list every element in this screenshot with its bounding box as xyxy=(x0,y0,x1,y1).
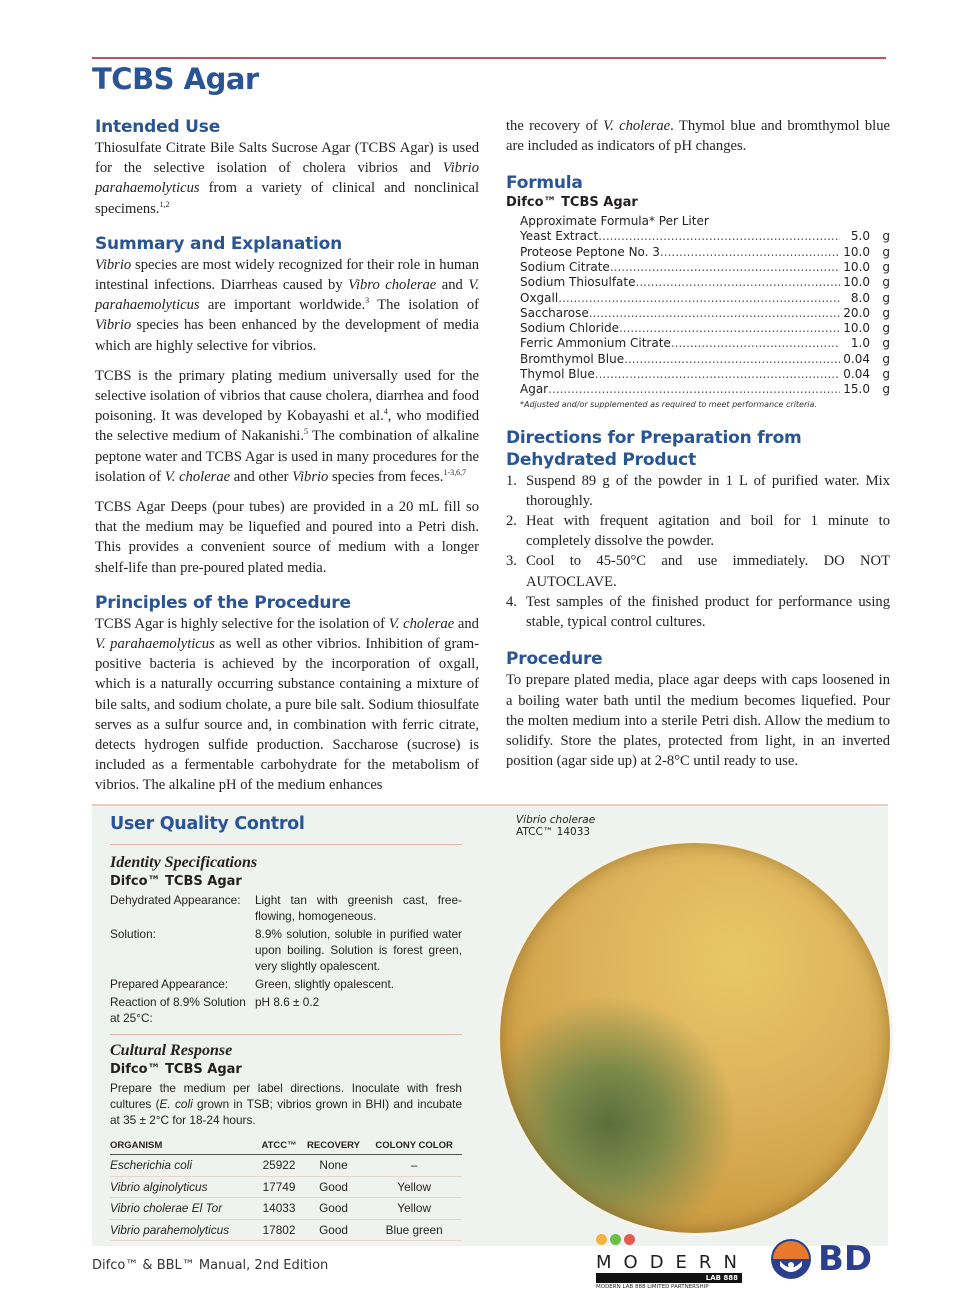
formula-row: Sodium Citrate ..... 10.0 g xyxy=(520,260,890,275)
spec-row: Dehydrated Appearance: Light tan with greenish cast, free-flowing, homogeneous. xyxy=(110,893,462,923)
formula-row: Ferric Ammonium Citrate ..... 1.0 g xyxy=(520,336,890,351)
column-header: COLONY COLOR xyxy=(366,1138,462,1155)
principles-heading: Principles of the Procedure xyxy=(95,592,351,613)
direction-step: 4. Test samples of the finished product for performance using stable, typical control cultures. xyxy=(506,593,890,631)
summary-heading: Summary and Explanation xyxy=(95,233,343,254)
cultural-heading: Cultural Response xyxy=(110,1042,233,1059)
cultural-product: Difco™ TCBS Agar xyxy=(110,1062,242,1077)
spec-row: Solution: 8.9% solution, soluble in purified water upon boiling. Solution is forest green, very slightly opalescent. xyxy=(110,927,462,973)
table-row: Vibrio cholerae El Tor 14033 Good Yellow xyxy=(110,1198,462,1220)
formula-footnote: *Adjusted and/or supplemented as required to meet performance criteria. xyxy=(520,399,817,409)
logo-dots-icon xyxy=(596,1232,742,1250)
spec-row: Reaction of 8.9% Solution at 25°C: pH 8.6 ± 0.2 xyxy=(110,995,320,1025)
formula-row: Yeast Extract ..... 5.0 g xyxy=(520,229,890,244)
page-title: TCBS Agar xyxy=(92,62,259,96)
qc-heading: User Quality Control xyxy=(110,814,305,834)
qc-divider xyxy=(110,844,462,845)
formula-row: Saccharose ..... 20.0 g xyxy=(520,306,890,321)
plate-caption: Vibrio cholerae ATCC™ 14033 xyxy=(516,814,596,838)
formula-header: Approximate Formula* Per Liter xyxy=(520,214,709,229)
formula-row: Sodium Thiosulfate ..... 10.0 g xyxy=(520,275,890,290)
left-column xyxy=(95,116,479,796)
formula-row: Sodium Chloride ..... 10.0 g xyxy=(520,321,890,336)
formula-heading: Formula xyxy=(506,173,583,194)
intended-use-text: Thiosulfate Citrate Bile Salts Sucrose Agar (TCBS Agar) is used for the selective isolation of cholera vibrios and Vibrio parahaemolyticus from a variety of clinical and nonclinical specimens.$^{1,2}$ xyxy=(95,140,479,217)
table-row: Escherichia coli 25922 None – xyxy=(110,1155,462,1177)
procedure-text: To prepare plated media, place agar deeps with caps loosened in a boiling water bath until the medium becomes liquefied. Pour the molten medium into a sterile Petri dish. Allow the medium to solidify. Store the plates, protected from light, in an inverted position (agar side up) at 2-8°C until ready to use. xyxy=(506,672,890,770)
column-header: ORGANISM xyxy=(110,1138,257,1155)
intended-use-heading: Intended Use xyxy=(95,117,221,137)
header-rule xyxy=(92,57,886,59)
direction-step: 3. Cool to 45-50°C and use immediately. DO NOT AUTOCLAVE. xyxy=(506,553,890,590)
formula-row: Thymol Blue ..... 0.04 g xyxy=(520,367,890,382)
formula-list xyxy=(506,229,890,397)
identity-heading: Identity Specifications xyxy=(110,854,258,871)
column-header: ATCC™ xyxy=(257,1138,301,1155)
directions-heading: Directions for Preparation from Dehydrated Product xyxy=(506,427,802,470)
footer-text: Difco™ & BBL™ Manual, 2nd Edition xyxy=(92,1258,329,1273)
summary-paragraph-2: TCBS is the primary plating medium universally used for the selective isolation of vibrios that cause cholera, diarrhea and food poisoning. It was developed by Kobayashi et al.$^4$, who modified the selective medium of Nakanishi.$^5$ The combination of alkaline peptone water and TCBS Agar is used in many procedures for the isolation of V. cholerae and other Vibrio species from feces.$^{1-3,6,7}$ xyxy=(95,367,479,485)
directions-list xyxy=(506,471,890,633)
identity-product: Difco™ TCBS Agar xyxy=(110,874,242,889)
bd-logo: BD xyxy=(770,1238,872,1280)
column-header: RECOVERY xyxy=(301,1138,366,1155)
modern-lab-logo: MODERN LAB 888 MODERN LAB 888 LIMITED PARTNERSHIP xyxy=(596,1232,742,1294)
principles-paragraph-continued: the recovery of V. cholerae. Thymol blue and bromthymol blue are included as indicators of pH changes. xyxy=(506,118,890,155)
right-column xyxy=(506,116,890,771)
formula-row: Oxgall ..... 8.0 g xyxy=(520,291,890,306)
formula-row: Agar ..... 15.0 g xyxy=(520,382,890,397)
qc-left xyxy=(110,812,462,1241)
summary-paragraph-1: Vibrio species are most widely recognized for their role in human intestinal infections. Diarrheas caused by Vibro cholerae and V. parahaemolyticus are important worldwide.$^3$ The isolation of Vibrio species has been enhanced by the development of media which are highly selective for vibrios. xyxy=(95,256,479,354)
identity-specs xyxy=(110,892,462,1026)
petri-dish-photo xyxy=(497,840,893,1236)
bd-sunburst-icon xyxy=(770,1238,812,1280)
principles-paragraph: TCBS Agar is highly selective for the isolation of V. cholerae and V. parahaemolyticus as well as other vibrios. Inhibition of gram-positive bacteria is achieved by the incorporation of oxgall, which is a naturally occurring substance containing a mixture of bile salts, and sodium cholate, a pure bile salt. Sodium thiosulfate serves as a sulfur source and, in combination with ferric citrate, detects hydrogen sulfide production. Saccharose (sucrose) is included as a fermentable carbohydrate for the metabolism of vibrios. The alkaline pH of the medium enhances xyxy=(95,615,479,794)
direction-step: 1. Suspend 89 g of the powder in 1 L of purified water. Mix thoroughly. xyxy=(506,472,890,509)
procedure-heading: Procedure xyxy=(506,649,603,670)
qc-divider xyxy=(110,1034,462,1035)
formula-row: Proteose Peptone No. 3 ..... 10.0 g xyxy=(520,245,890,260)
table-row: Vibrio parahemolyticus 17802 Good Blue green xyxy=(110,1219,462,1241)
formula-product: Difco™ TCBS Agar xyxy=(506,195,638,211)
spec-row: Prepared Appearance: Green, slightly opalescent. xyxy=(110,977,395,991)
formula-row: Bromthymol Blue ..... 0.04 g xyxy=(520,352,890,367)
user-quality-control-panel xyxy=(92,804,888,1246)
cultural-instructions: Prepare the medium per label directions. Inoculate with fresh cultures (E. coli grown in TSB; vibrios grown in BHI) and incubate at 35 ± 2°C for 18-24 hours. xyxy=(110,1081,463,1127)
cultural-response-table xyxy=(110,1138,462,1241)
summary-paragraph-3: TCBS Agar Deeps (pour tubes) are provided in a 20 mL fill so that the medium may be liquefied and poured into a Petri dish. This provides a convenient source of medium with a longer shelf-life than pre-poured plated media. xyxy=(95,499,479,576)
table-row: Vibrio alginolyticus 17749 Good Yellow xyxy=(110,1176,462,1198)
direction-step: 2. Heat with frequent agitation and boil for 1 minute to completely dissolve the powder. xyxy=(506,513,890,550)
